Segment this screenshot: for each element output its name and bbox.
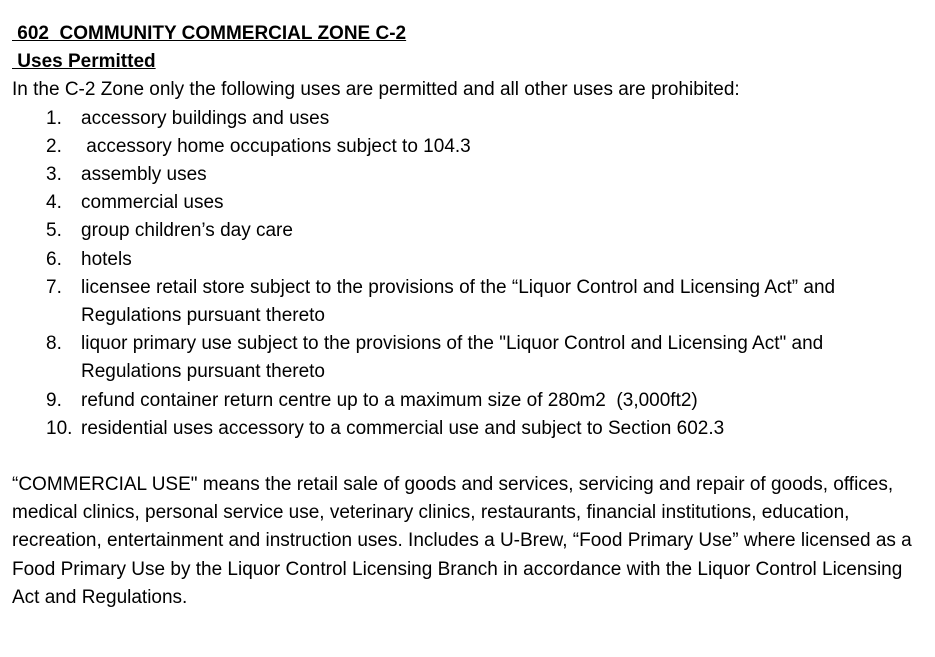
list-item xyxy=(12,217,935,245)
list-item-number: 10. xyxy=(46,417,73,439)
list-item-text: liquor primary use subject to the provisions of the "Liquor Control and Licensing Act" and Regulations pursuant thereto xyxy=(81,333,829,383)
section-title: 602 COMMUNITY COMMERCIAL ZONE C-2 xyxy=(12,23,407,44)
list-item xyxy=(12,161,935,189)
list-item-number: 1. xyxy=(46,107,62,129)
list-item xyxy=(12,133,935,161)
permitted-uses-list xyxy=(12,105,935,443)
list-item-number: 7. xyxy=(46,276,62,298)
list-item-number: 9. xyxy=(46,389,62,411)
list-item xyxy=(12,246,935,274)
list-item-number: 2. xyxy=(46,135,62,157)
list-item-number: 5. xyxy=(46,220,62,242)
list-item-number: 6. xyxy=(46,248,62,270)
list-item-number: 4. xyxy=(46,192,62,214)
list-item xyxy=(12,330,935,386)
list-item-number: 8. xyxy=(46,333,62,355)
list-item-text: refund container return centre up to a maximum size of 280m2 (3,000ft2) xyxy=(81,389,698,411)
section-subtitle: Uses Permitted xyxy=(12,51,156,73)
list-item-text: accessory buildings and uses xyxy=(81,107,330,129)
list-item xyxy=(12,274,935,330)
intro-paragraph: In the C-2 Zone only the following uses are permitted and all other uses are prohibited: xyxy=(12,79,740,101)
list-item-text: hotels xyxy=(81,248,132,270)
list-item xyxy=(12,387,935,415)
list-item-text: licensee retail store subject to the provisions of the “Liquor Control and Licensing Act” and Regulations pursuant thereto xyxy=(81,276,841,327)
commercial-use-definition: “COMMERCIAL USE" means the retail sale of goods and services, servicing and repair of goods, offices, medical clinics, personal service use, veterinary clinics, restaurants, financial institutions, education, recreation, entertainment and instruction uses. Includes a U-Brew, “Food Primary Use” where licensed as a Food Primary Use by the Liquor Control Licensing Branch in accordance with the Liquor Control Licensing Act and Regulations. xyxy=(12,474,918,608)
list-item-text: group children’s day care xyxy=(81,220,293,242)
list-item-text: commercial uses xyxy=(81,192,224,214)
list-item-text: assembly uses xyxy=(81,164,207,186)
list-item-text: residential uses accessory to a commercial use and subject to Section 602.3 xyxy=(81,417,725,439)
list-item xyxy=(12,415,935,443)
list-item xyxy=(12,105,935,133)
list-item xyxy=(12,189,935,217)
list-item-number: 3. xyxy=(46,164,62,186)
list-item-text: accessory home occupations subject to 104.3 xyxy=(81,135,471,157)
